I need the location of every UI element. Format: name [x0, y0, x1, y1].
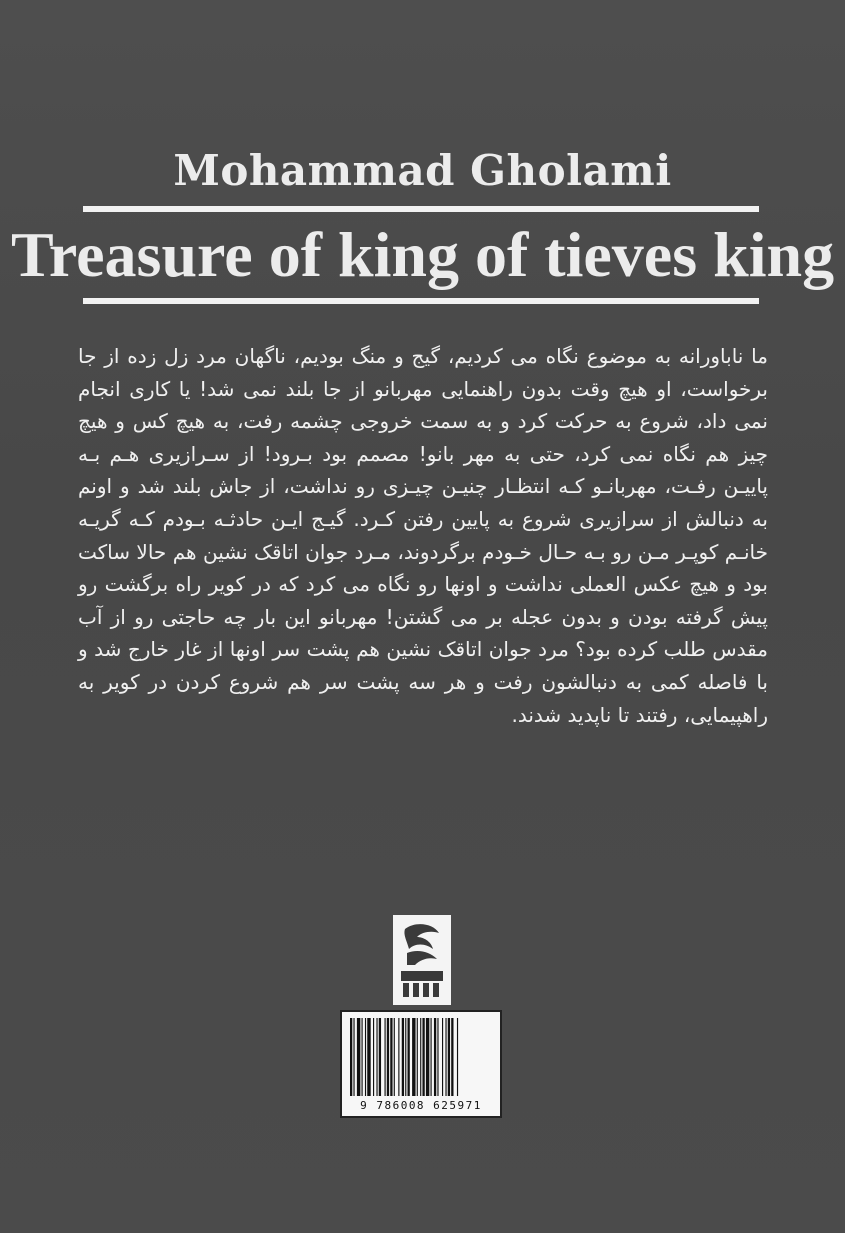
blurb-text: ما ناباورانه به موضوع نگاه می کردیم، گیج و منگ بودیم، ناگهان مرد زل زده از جا برخواست، او هیچ وقت بدون راهنمایی مهربانو از جا بلند نمی شد! یا کاری انجام نمی داد، شروع به حرکت کرد و به سمت خروجی چشمه رفت، به هیچ کس و هیچ چیز هم نگاه نمی کرد، حتی به مهر بانو! مصمم بود بـرود! از سـرازیری هـم بـه پاییـن رفـت، مهربانـو کـه انتظـار چنیـن چیـزی رو نداشت، از جاش بلند شد و اونم به دنبالش از سرازیری شروع به پایین رفتن کـرد. گیـج ایـن حادثـه بـودم کـه گریـه خانـم کوپـر مـن رو بـه حـال خـودم برگردوند، مـرد جوان اتاقک نشین هم حالا ساکت بود و هیچ عکس العملی نداشت و اونها رو نگاه می کرد که در کویر راه برگشت رو پیش گرفته بودن و بدون عجله بر می گشتن! مهربانو این بار چه حاجتی رو از آب مقدس طلب کرده بود؟ مرد جوان اتاقک نشین هم پشت سر اونها از غار خارج شد و با فاصله کمی به دنبالشون رفت و هر سه پشت سر هم شروع کردن در کویر به راهپیمایی، رفتند تا ناپدید شدند.: [78, 344, 768, 727]
author-name: Mohammad Gholami: [173, 146, 672, 195]
book-title: Treasure of king of tieves king: [10, 219, 835, 290]
bottom-divider: [83, 298, 759, 304]
isbn-number: 9 786008 625971: [360, 1099, 482, 1112]
barcode: [340, 1010, 502, 1118]
publisher-logo-icon: [393, 915, 451, 1005]
barcode-icon: [350, 1018, 494, 1096]
top-divider: [83, 206, 759, 212]
